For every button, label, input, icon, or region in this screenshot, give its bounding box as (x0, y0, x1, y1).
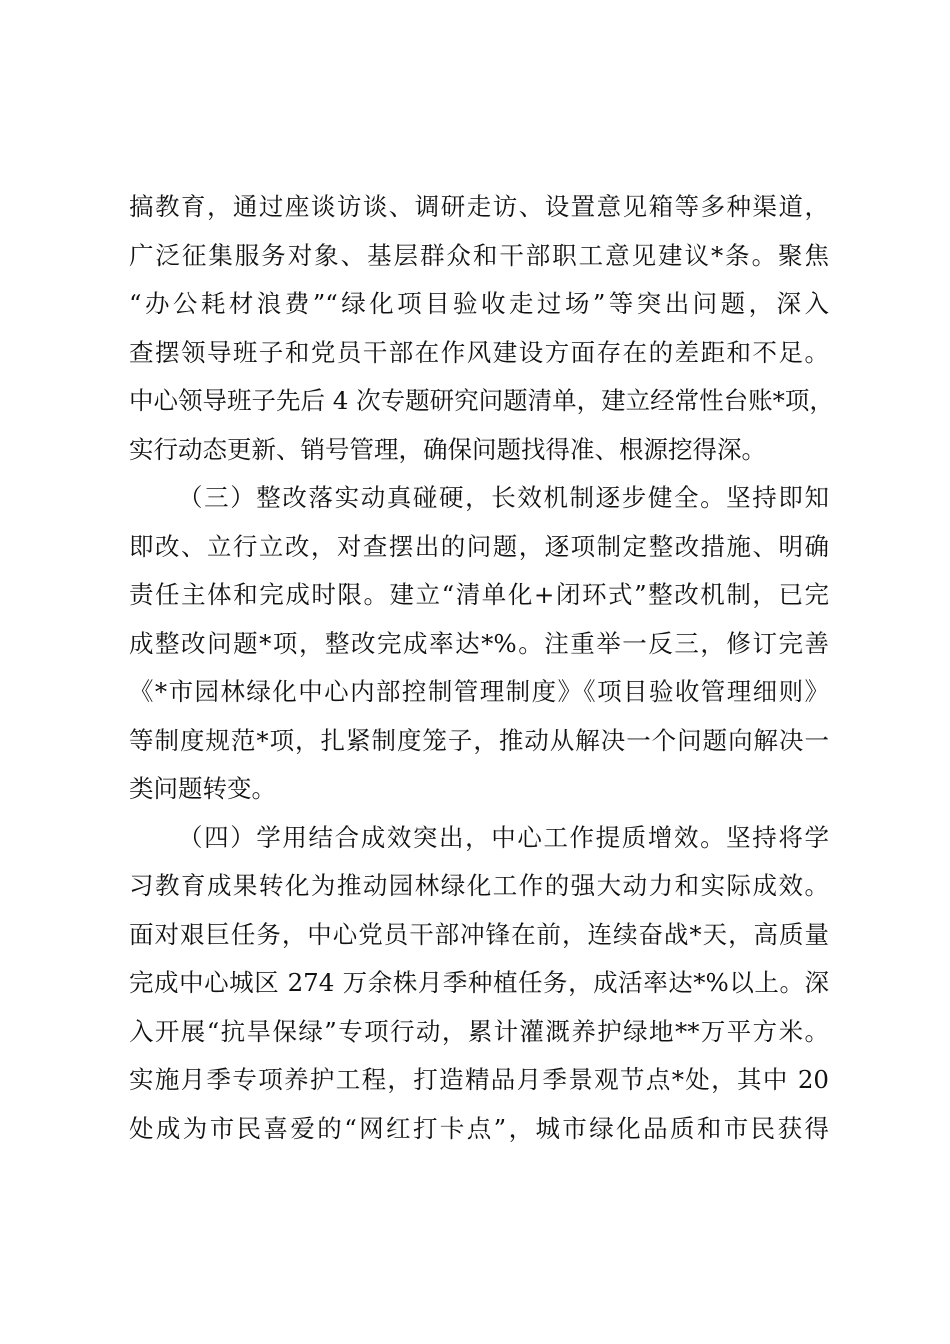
text-line: 入开展“抗旱保绿”专项行动，累计灌溉养护绿地**万平方米。 (129, 1016, 829, 1046)
section-heading-line: （四）学用结合成效突出，中心工作提质增效。坚持将学 (178, 822, 829, 852)
text-line: 查摆领导班子和党员干部在作风建设方面存在的差距和不足。 (129, 337, 829, 367)
text-line: “办公耗材浪费”“绿化项目验收走过场”等突出问题，深入 (129, 289, 829, 318)
text-line: 类问题转变。 (129, 774, 276, 803)
text-line: 中心领导班子先后 4 次专题研究问题清单，建立经常性台账*项， (129, 386, 834, 415)
text-line: 处成为市民喜爱的“网红打卡点”，城市绿化品质和市民获得 (129, 1113, 829, 1143)
text-line: 责任主体和完成时限。建立“清单化+闭环式”整改机制，已完 (129, 580, 829, 609)
text-line: 成整改问题*项，整改完成率达*%。注重举一反三，修订完善 (129, 628, 829, 658)
text-line: 搞教育，通过座谈访谈、调研走访、设置意见箱等多种渠道， (129, 192, 829, 221)
text-line: 即改、立行立改，对查摆出的问题，逐项制定整改措施、明确 (129, 531, 829, 561)
body-text (129, 183, 834, 1153)
text-line: 习教育成果转化为推动园林绿化工作的强大动力和实际成效。 (129, 871, 829, 900)
text-line: 等制度规范*项，扎紧制度笼子，推动从解决一个问题向解决一 (129, 725, 829, 755)
text-line: 实行动态更新、销号管理，确保问题找得准、根源挖得深。 (129, 434, 766, 464)
text-line: 面对艰巨任务，中心党员干部冲锋在前，连续奋战*天，高质量 (129, 919, 829, 949)
text-line: 完成中心城区 274 万余株月季种植任务，成活率达*%以上。深 (129, 968, 829, 997)
text-line: 实施月季专项养护工程，打造精品月季景观节点*处，其中 20 (129, 1065, 829, 1094)
section-heading-line: （三）整改落实动真碰硬，长效机制逐步健全。坚持即知 (178, 483, 829, 512)
text-line: 《*市园林绿化中心内部控制管理制度》《项目验收管理细则》 (129, 677, 829, 706)
text-line: 广泛征集服务对象、基层群众和干部职工意见建议*条。聚焦 (129, 240, 829, 270)
